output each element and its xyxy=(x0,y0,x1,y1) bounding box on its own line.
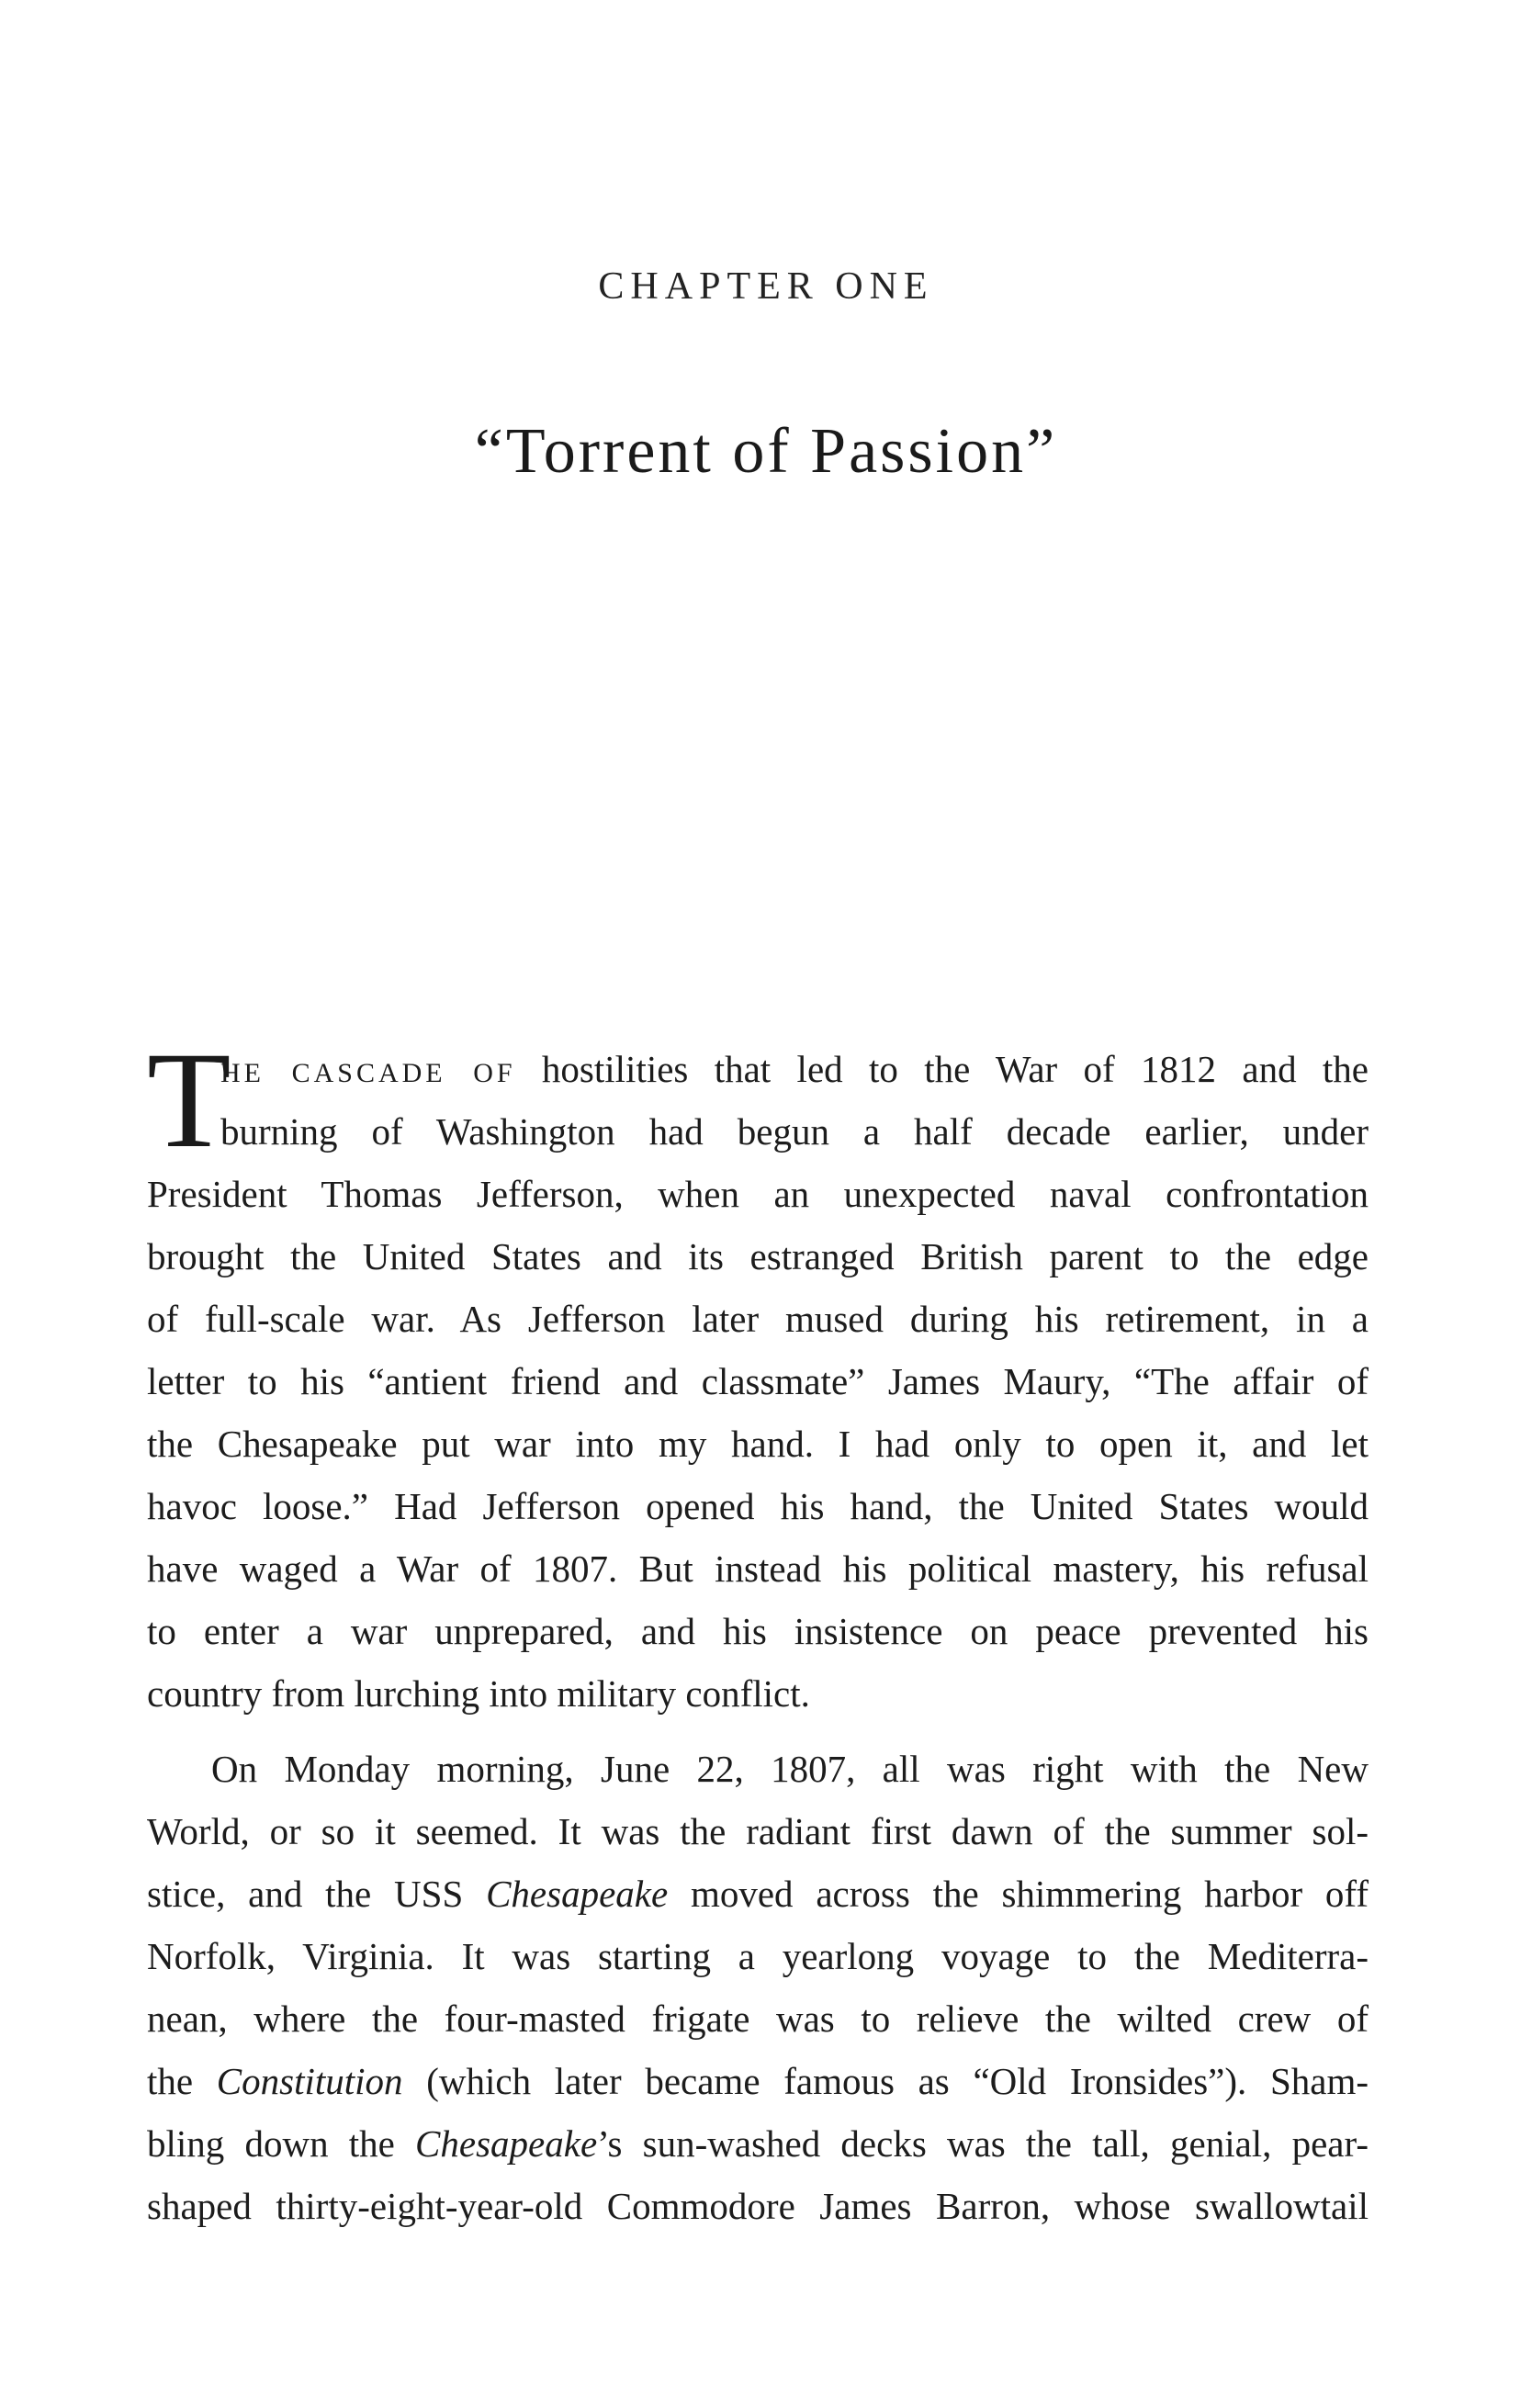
text-line: the Chesapeake put war into my hand. I had only to open it, and let xyxy=(147,1423,1369,1465)
text-line: havoc loose.” Had Jefferson opened his hand, the United States would xyxy=(147,1485,1369,1527)
ship-name-italic: Constitution xyxy=(216,2060,403,2102)
text-span: ’s sun-washed decks was the tall, genial, pear- xyxy=(597,2122,1369,2165)
text-span: the xyxy=(147,2060,217,2102)
text-line: nean, where the four-masted frigate was to relieve the wilted crew of xyxy=(147,1997,1369,2040)
text-line xyxy=(147,2112,1369,2175)
text-span: (which later became famous as “Old Ironsides”). Sham- xyxy=(402,2060,1369,2102)
paragraph-1 xyxy=(147,1024,1369,1725)
body-text xyxy=(147,1024,1369,2237)
chapter-label: CHAPTER ONE xyxy=(598,265,934,308)
text-line: On Monday morning, June 22, 1807, all was right with the New xyxy=(211,1748,1369,1790)
text-line: letter to his “antient friend and classmate” James Maury, “The affair of xyxy=(147,1360,1369,1402)
ship-name-italic: Chesapeake xyxy=(486,1873,669,1915)
text-line: Norfolk, Virginia. It was starting a yearlong voyage to the Mediterra- xyxy=(147,1935,1369,1977)
text-span: moved across the shimmering harbor off xyxy=(668,1873,1369,1915)
text-line: country from lurching into military conflict. xyxy=(147,1672,810,1715)
text-line: World, or so it seemed. It was the radiant first dawn of the summer sol- xyxy=(147,1810,1369,1852)
paragraph-gap xyxy=(147,1725,1369,1738)
text-line xyxy=(147,2050,1369,2112)
text-line xyxy=(147,1038,1369,1100)
text-span: stice, and the USS xyxy=(147,1873,487,1915)
text-line: brought the United States and its estranged British parent to the edge xyxy=(147,1235,1369,1277)
paragraph-2 xyxy=(147,1738,1369,2237)
text-line: of full-scale war. As Jefferson later mused during his retirement, in a xyxy=(147,1298,1369,1340)
text-span: hostilities that led to the War of 1812 and the xyxy=(541,1048,1369,1090)
text-line: President Thomas Jefferson, when an unexpected naval confrontation xyxy=(147,1173,1369,1215)
text-span: bling down the xyxy=(147,2122,416,2165)
drop-cap: T xyxy=(147,1024,231,1176)
ship-name-italic: Chesapeake xyxy=(415,2122,598,2165)
text-line: burning of Washington had begun a half decade earlier, under xyxy=(220,1110,1369,1153)
lead-in-smallcaps: HE CASCADE OF xyxy=(220,1058,516,1088)
text-line: shaped thirty-eight-year-old Commodore James Barron, whose swallowtail xyxy=(147,2185,1369,2227)
text-line xyxy=(147,1862,1369,1925)
chapter-title: “Torrent of Passion” xyxy=(474,416,1058,487)
text-line: have waged a War of 1807. But instead his political mastery, his refusal xyxy=(147,1547,1369,1590)
text-line: to enter a war unprepared, and his insistence on peace prevented his xyxy=(147,1610,1369,1652)
